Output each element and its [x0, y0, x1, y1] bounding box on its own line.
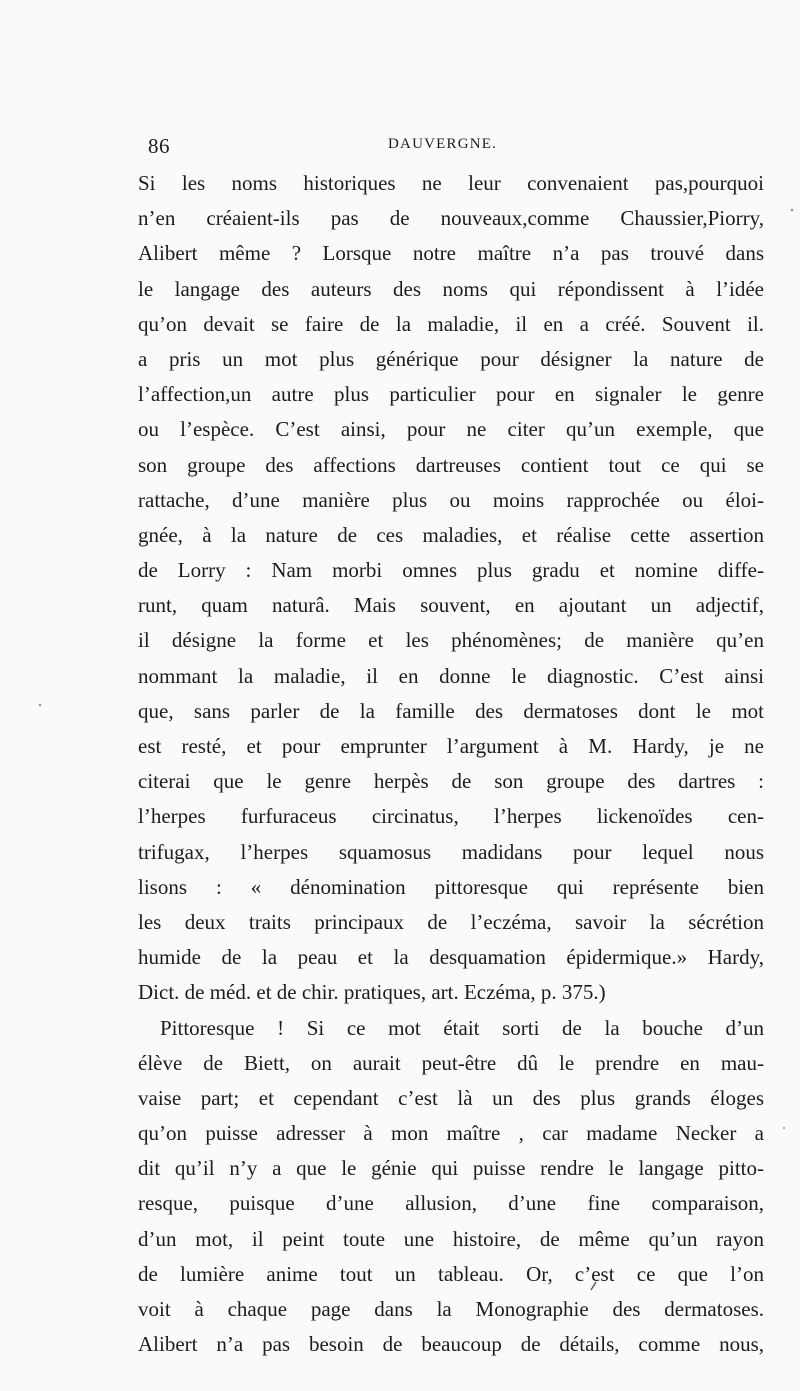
text-line: Si les noms historiques ne leur convenaient pas,pourquoi: [138, 171, 764, 195]
running-title: DAUVERGNE.: [388, 136, 498, 152]
text-line: lisons : « dénomination pittoresque qui représente bien: [138, 874, 764, 899]
text-line: n’en créaient-ils pas de nouveaux,comme Chaussier,Piorry,: [138, 206, 764, 231]
text-line: élève de Biett, on aurait peut-être dû le prendre en mau-: [138, 1050, 764, 1075]
text-line: le langage des auteurs des noms qui répondissent à l’idée: [138, 276, 764, 301]
text-line: Pittoresque ! Si ce mot était sorti de la bouche d’un: [160, 1015, 764, 1040]
text-line: humide de la peau et la desquamation épidermique.» Hardy,: [138, 945, 764, 970]
text-line: a pris un mot plus générique pour désigner la nature de: [138, 346, 764, 371]
text-line: est resté, et pour emprunter l’argument à M. Hardy, je ne: [138, 734, 764, 758]
text-line: de Lorry : Nam morbi omnes plus gradu et nomine diffe-: [138, 558, 764, 583]
text-line: qu’on puisse adresser à mon maître , car madame Necker a: [138, 1121, 764, 1146]
text-line: d’un mot, il peint toute une histoire, de même qu’un rayon: [138, 1226, 764, 1251]
text-line: dit qu’il n’y a que le génie qui puisse rendre le langage pitto-: [138, 1156, 764, 1181]
text-line: les deux traits principaux de l’eczéma, savoir la sécrétion: [138, 909, 764, 934]
text-line: rattache, d’une manière plus ou moins rapprochée ou éloi-: [138, 487, 764, 512]
text-line: Dict. de méd. et de chir. pratiques, art. Eczéma, p. 375.): [138, 980, 606, 1005]
text-line: que, sans parler de la famille des dermatoses dont le mot: [138, 698, 764, 723]
text-line: de lumière anime tout un tableau. Or, c’est ce que l’on: [138, 1261, 764, 1286]
text-line: citerai que le genre herpès de son groupe des dartres :: [138, 769, 764, 794]
text-line: Alibert n’a pas besoin de beaucoup de détails, comme nous,: [138, 1332, 764, 1357]
text-line: nommant la maladie, il en donne le diagnostic. C’est ainsi: [138, 663, 764, 688]
text-line: gnée, à la nature de ces maladies, et réalise cette assertion: [138, 522, 764, 547]
text-line: trifugax, l’herpes squamosus madidans pour lequel nous: [138, 839, 764, 864]
text-line: resque, puisque d’une allusion, d’une fine comparaison,: [138, 1191, 764, 1216]
text-line: il désigne la forme et les phénomènes; de manière qu’en: [138, 628, 764, 653]
text-line: ou l’espèce. C’est ainsi, pour ne citer qu’un exemple, que: [138, 417, 764, 442]
text-line: qu’on devait se faire de la maladie, il en a créé. Souvent il.: [138, 311, 764, 336]
page-number: 86: [148, 134, 170, 158]
text-line: l’affection,un autre plus particulier pour en signaler le genre: [138, 382, 764, 407]
text-line: l’herpes furfuraceus circinatus, l’herpes lickenoïdes cen-: [138, 804, 764, 829]
text-line: runt, quam naturâ. Mais souvent, en ajoutant un adjectif,: [138, 593, 764, 618]
text-line: son groupe des affections dartreuses contient tout ce qui se: [138, 452, 764, 477]
text-line: voit à chaque page dans la Monographie des dermatoses.: [138, 1297, 764, 1321]
text-line: vaise part; et cependant c’est là un des plus grands éloges: [138, 1085, 764, 1110]
text-line: Alibert même ? Lorsque notre maître n’a pas trouvé dans: [138, 241, 764, 266]
